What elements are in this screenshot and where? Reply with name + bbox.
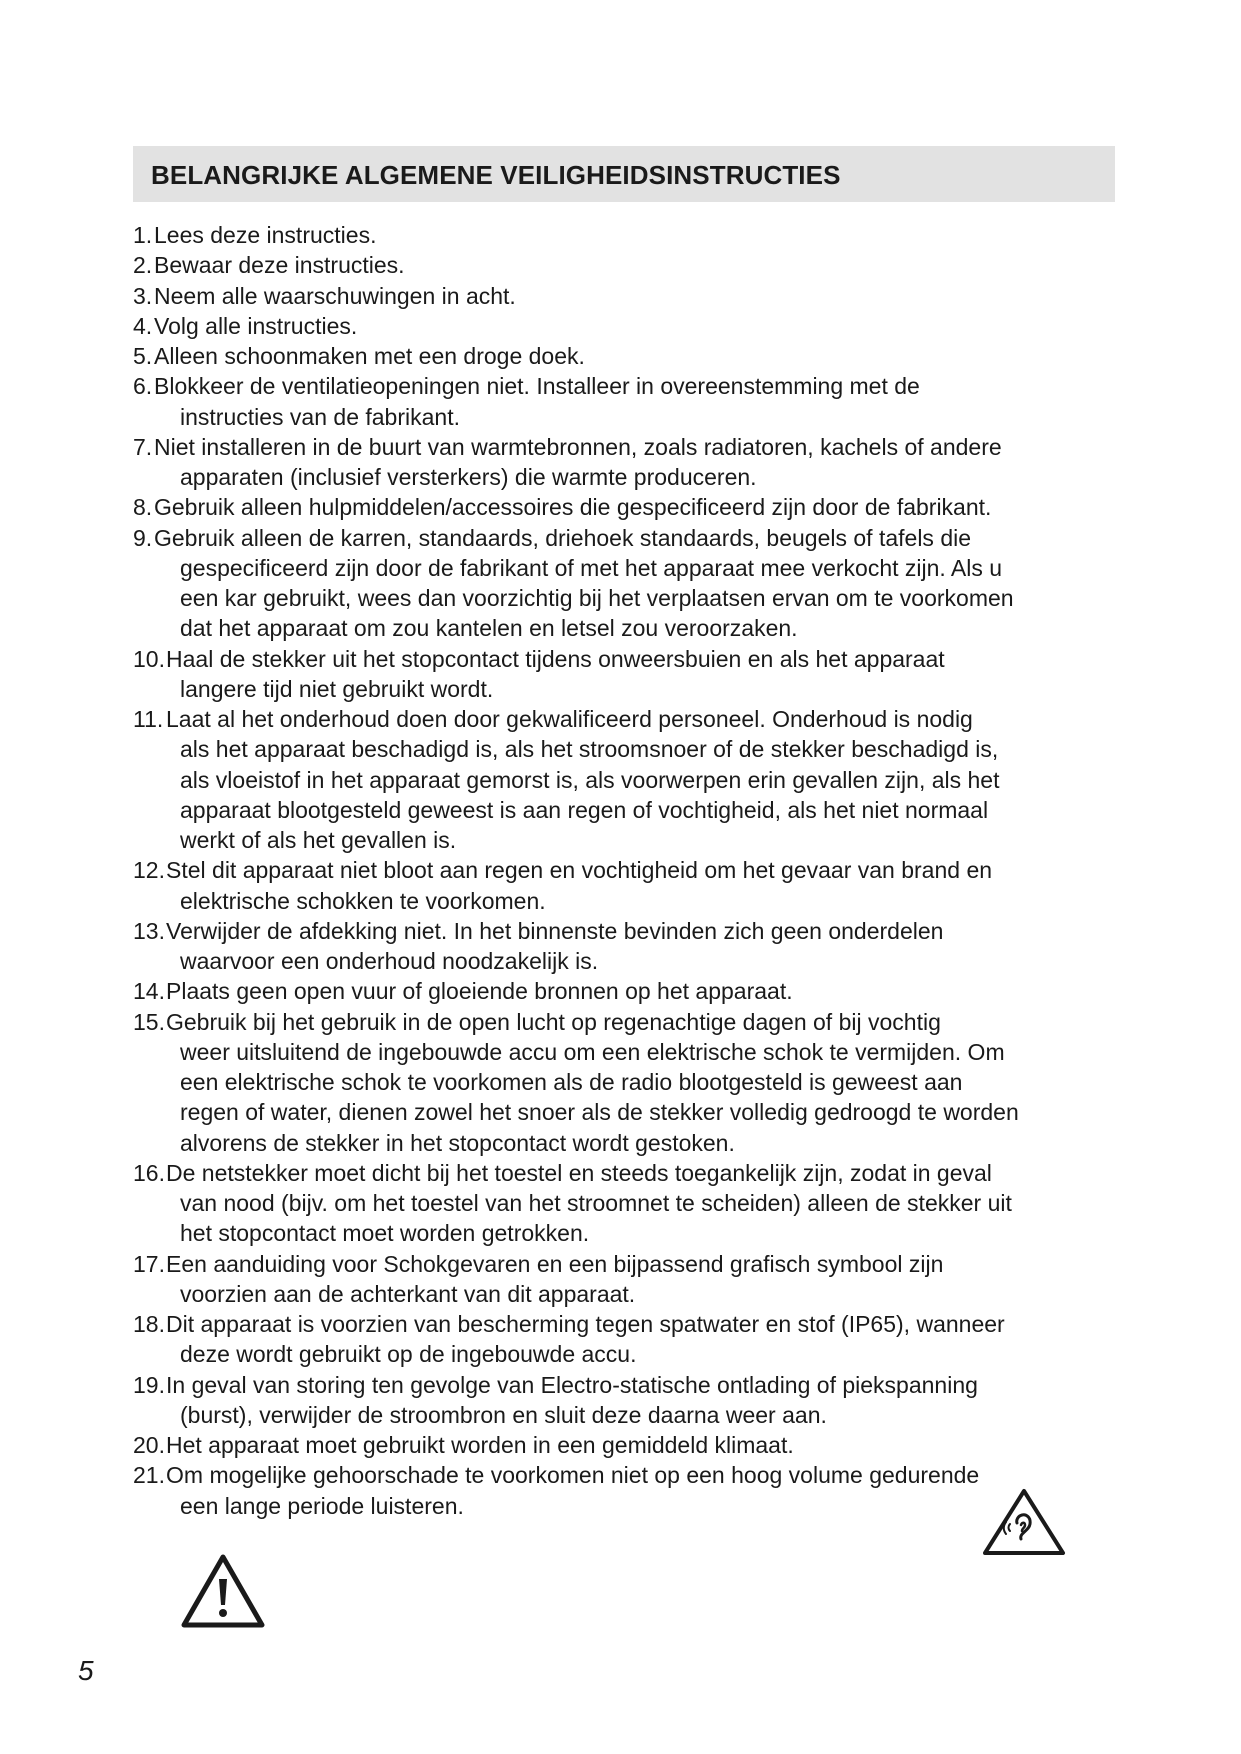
instruction-text-line: Haal de stekker uit het stopcontact tijdens onweersbuien en als het apparaat — [166, 645, 945, 672]
instruction-number: 19. — [133, 1371, 165, 1398]
instruction-text-line: Dit apparaat is voorzien van bescherming tegen spatwater en stof (IP65), wanneer — [166, 1311, 1005, 1337]
instruction-item — [133, 1158, 1113, 1249]
instruction-list — [133, 220, 1113, 1521]
instruction-item — [133, 1460, 1113, 1521]
instruction-text-line: langere tijd niet gebruikt wordt. — [180, 675, 494, 702]
instruction-text-line: Gebruik bij het gebruik in de open lucht op regenachtige dagen of bij vochtig — [166, 1008, 941, 1035]
instruction-text-line: als vloeistof in het apparaat gemorst is, als voorwerpen erin gevallen zijn, als het — [180, 766, 1000, 793]
instruction-item — [133, 1370, 1113, 1431]
hearing-damage-icon — [981, 1487, 1067, 1557]
instruction-number: 20. — [133, 1432, 165, 1458]
instruction-text-line: het stopcontact moet worden getrokken. — [180, 1220, 590, 1247]
instruction-number: 6. — [133, 373, 153, 400]
instruction-item — [133, 704, 1113, 855]
instruction-item — [133, 976, 1113, 1006]
instruction-text-line: De netstekker moet dicht bij het toestel en steeds toegankelijk zijn, zodat in geval — [166, 1159, 992, 1186]
instruction-item — [133, 644, 1113, 705]
instruction-number: 5. — [133, 343, 153, 369]
section-title: BELANGRIJKE ALGEMENE VEILIGHEIDSINSTRUCTIES — [151, 160, 841, 190]
instruction-number: 16. — [133, 1159, 165, 1186]
instruction-number: 9. — [133, 524, 153, 551]
instruction-number: 12. — [133, 857, 165, 884]
instruction-text-line: Gebruik alleen hulpmiddelen/accessoires die gespecificeerd zijn door de fabrikant. — [154, 494, 992, 521]
instruction-item — [133, 341, 1113, 371]
instruction-number: 1. — [133, 222, 153, 248]
instruction-text-line: Plaats geen open vuur of gloeiende bronnen op het apparaat. — [166, 978, 793, 1005]
instruction-text-line: apparaten (inclusief versterkers) die warmte produceren. — [180, 464, 757, 490]
instruction-item — [133, 1430, 1113, 1460]
instruction-number: 11. — [133, 706, 164, 732]
instruction-number: 14. — [133, 978, 165, 1005]
instruction-number: 13. — [133, 917, 165, 944]
instruction-item — [133, 1007, 1113, 1158]
instruction-text-line: Het apparaat moet gebruikt worden in een gemiddeld klimaat. — [166, 1432, 794, 1458]
instruction-text-line: instructies van de fabrikant. — [180, 403, 460, 430]
instruction-number: 17. — [133, 1250, 165, 1277]
instruction-text-line: Lees deze instructies. — [154, 222, 377, 248]
instruction-text-line: alvorens de stekker in het stopcontact wordt gestoken. — [180, 1129, 735, 1156]
instruction-item — [133, 311, 1113, 341]
instruction-text-line: Volg alle instructies. — [154, 312, 358, 339]
instruction-text-line: Een aanduiding voor Schokgevaren en een bijpassend grafisch symbool zijn — [166, 1250, 944, 1277]
warning-triangle-icon — [180, 1553, 266, 1629]
instruction-number: 18. — [133, 1311, 165, 1337]
instruction-text-line: dat het apparaat om zou kantelen en letsel zou veroorzaken. — [180, 615, 798, 642]
instruction-text-line: een elektrische schok te voorkomen als de radio blootgesteld is geweest aan — [180, 1069, 963, 1095]
instruction-text-line: Verwijder de afdekking niet. In het binnenste bevinden zich geen onderdelen — [166, 917, 944, 944]
instruction-item — [133, 523, 1113, 644]
instruction-text-line: Laat al het onderhoud doen door gekwalificeerd personeel. Onderhoud is nodig — [166, 706, 973, 732]
instruction-text-line: als het apparaat beschadigd is, als het stroomsnoer of de stekker beschadigd is, — [180, 736, 999, 763]
instruction-item — [133, 1249, 1113, 1310]
instruction-item — [133, 371, 1113, 432]
instruction-number: 4. — [133, 312, 153, 339]
instruction-number: 10. — [133, 645, 165, 672]
instruction-text-line: een lange periode luisteren. — [180, 1492, 464, 1519]
instruction-item — [133, 432, 1113, 493]
instruction-text-line: Bewaar deze instructies. — [154, 252, 405, 279]
instruction-item — [133, 250, 1113, 280]
instruction-number: 21. — [133, 1462, 165, 1489]
section-header — [133, 146, 1115, 202]
instruction-text-line: voorzien aan de achterkant van dit apparaat. — [180, 1280, 636, 1307]
instruction-text-line: Neem alle waarschuwingen in acht. — [154, 282, 516, 309]
instruction-text-line: werkt of als het gevallen is. — [180, 827, 457, 853]
instruction-text-line: waarvoor een onderhoud noodzakelijk is. — [180, 948, 599, 974]
instruction-text-line: apparaat blootgesteld geweest is aan regen of vochtigheid, als het niet normaal — [180, 796, 989, 823]
instruction-number: 8. — [133, 494, 153, 521]
instruction-number: 15. — [133, 1008, 165, 1035]
instruction-text-line: Alleen schoonmaken met een droge doek. — [154, 343, 585, 369]
page-number: 5 — [78, 1655, 94, 1686]
instruction-text-line: Stel dit apparaat niet bloot aan regen en vochtigheid om het gevaar van brand en — [166, 857, 993, 884]
instruction-text-line: Gebruik alleen de karren, standaards, driehoek standaards, beugels of tafels die — [154, 524, 972, 551]
instruction-number: 7. — [133, 433, 153, 460]
instruction-text-line: Om mogelijke gehoorschade te voorkomen niet op een hoog volume gedurende — [166, 1462, 980, 1489]
instruction-text-line: Blokkeer de ventilatieopeningen niet. Installeer in overeenstemming met de — [154, 373, 920, 400]
instruction-number: 3. — [133, 282, 153, 309]
instruction-item — [133, 916, 1113, 977]
instruction-text-line: deze wordt gebruikt op de ingebouwde accu. — [180, 1341, 637, 1368]
instruction-text-line: weer uitsluitend de ingebouwde accu om een elektrische schok te vermijden. Om — [180, 1038, 1005, 1065]
instruction-text-line: regen of water, dienen zowel het snoer als de stekker volledig gedroogd te worden — [180, 1099, 1019, 1126]
instruction-text-line: Niet installeren in de buurt van warmtebronnen, zoals radiatoren, kachels of andere — [154, 433, 1002, 460]
instruction-number: 2. — [133, 252, 153, 279]
instruction-text-line: van nood (bijv. om het toestel van het stroomnet te scheiden) alleen de stekker uit — [180, 1190, 1012, 1216]
instruction-item — [133, 281, 1113, 311]
instruction-item — [133, 855, 1113, 916]
instruction-text-line: elektrische schokken te voorkomen. — [180, 887, 546, 914]
instruction-text-line: In geval van storing ten gevolge van Electro-statische ontlading of piekspanning — [166, 1371, 978, 1398]
instruction-text-line: gespecificeerd zijn door de fabrikant of met het apparaat mee verkocht zijn. Als u — [180, 554, 1003, 581]
instruction-item — [133, 492, 1113, 522]
instruction-item — [133, 1309, 1113, 1370]
instruction-text-line: een kar gebruikt, wees dan voorzichtig bij het verplaatsen ervan om te voorkomen — [180, 585, 1014, 611]
instruction-text-line: (burst), verwijder de stroombron en sluit deze daarna weer aan. — [180, 1401, 827, 1428]
instruction-item — [133, 220, 1113, 250]
